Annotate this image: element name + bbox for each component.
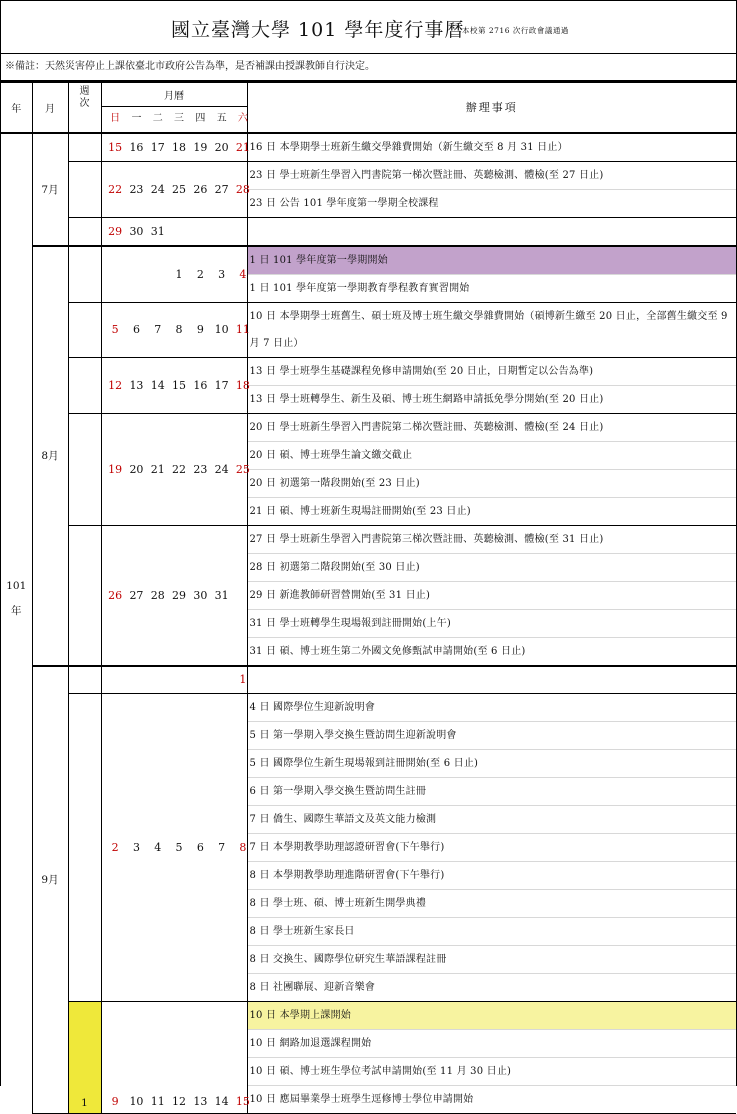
week-cell — [68, 693, 101, 1001]
event-item: 8 日 本學期教學助理進階研習會(下午舉行) — [248, 861, 737, 889]
event-item: 10 日 碩、博士班生學位考試申請開始(至 11 月 30 日止) — [248, 1057, 737, 1085]
event-item-highlight: 1 日 101 學年度第一學期開始 — [248, 247, 737, 274]
event-item — [248, 667, 737, 692]
events-cell — [247, 217, 736, 246]
week-cell-1: 1 — [68, 1001, 101, 1113]
title-bar — [1, 1, 736, 54]
weekday-thu: 四 — [195, 113, 206, 125]
event-item: 6 日 第一學期入學交換生暨訪問生註冊 — [248, 777, 737, 805]
event-item: 10 日 網路加退選課程開始 — [248, 1029, 737, 1057]
event-item: 29 日 新進教師研習營開始(至 31 日止) — [248, 581, 737, 609]
event-item: 31 日 碩、博士班生第二外國文免修甄試申請開始(至 6 日止) — [248, 637, 737, 665]
weekday-tue: 二 — [152, 113, 163, 125]
weekday-mon: 一 — [131, 113, 142, 125]
week-cell — [68, 525, 101, 666]
event-item: 20 日 學士班新生學習入門書院第二梯次暨註冊、英聽檢測、體檢(至 24 日止) — [249, 421, 604, 433]
week-cell — [68, 357, 101, 413]
event-item: 10 日 應屆畢業學士班學生逕修博士學位申請開始 — [248, 1085, 737, 1113]
week-days: 9 10 11 12 13 14 15 — [101, 1001, 247, 1113]
weekday-fri: 五 — [216, 113, 227, 125]
header-calendar: 月曆 — [101, 83, 247, 107]
week-days: 22 23 24 25 26 27 28 — [101, 161, 247, 217]
event-item: 8 日 學士班、碩、博士班新生開學典禮 — [248, 889, 737, 917]
year-number: 101 — [6, 579, 27, 592]
events-cell — [247, 357, 736, 413]
events-cell — [247, 133, 736, 162]
header-year: 年 — [1, 83, 32, 133]
events-cell — [247, 246, 736, 303]
event-item: 10 日 本學期學士班舊生、碩士班及博士班生繳交學雜費開始（碩博新生繳至 20 日止，全部舊生繳交至 9 月 7 日止） — [249, 310, 728, 349]
header-week: 週次 — [68, 83, 101, 133]
event-item: 20 日 初選第一階段開始(至 23 日止) — [248, 469, 737, 497]
event-item: 8 日 交換生、國際學位研究生華語課程註冊 — [248, 945, 737, 973]
header-events: 辦理事項 — [247, 83, 736, 133]
events-cell — [247, 693, 736, 1001]
week-cell — [68, 133, 101, 162]
event-item: 16 日 本學期學士班新生繳交學雜費開始（新生繳交至 8 月 31 日止） — [249, 141, 568, 153]
weekday-sun: 日 — [110, 113, 121, 125]
page-title: 國立臺灣大學 101 學年度行事曆 — [171, 19, 465, 41]
approval-note: 本校第 2716 次行政會議通過 — [462, 26, 569, 35]
month-aug: 8月 — [32, 246, 68, 666]
event-item-highlight: 10 日 本學期上課開始 — [248, 1002, 737, 1029]
event-item: 31 日 學士班轉學生現場報到註冊開始(上午) — [248, 609, 737, 637]
event-item: 1 日 101 學年度第一學期教育學程教育實習開始 — [248, 274, 737, 302]
header-month: 月 — [32, 83, 68, 133]
disaster-note: ※備註：天然災害停止上課依臺北市政府公告為準，是否補課由授課教師自行決定。 — [1, 54, 736, 82]
event-item: 27 日 學士班新生學習入門書院第三梯次暨註冊、英聽檢測、體檢(至 31 日止) — [249, 533, 604, 545]
event-item: 20 日 碩、博士班學生論文繳交截止 — [248, 441, 737, 469]
week-days: 19 20 21 22 23 24 25 — [101, 413, 247, 525]
event-item: 13 日 學士班學生基礎課程免修申請開始(至 20 日止，日期暫定以公告為準) — [249, 365, 594, 377]
week-days: 12 13 14 15 16 17 18 — [101, 357, 247, 413]
events-cell — [247, 161, 736, 217]
week-days: 2 3 4 5 6 7 8 — [101, 693, 247, 1001]
event-item: 5 日 第一學期入學交換生暨訪問生迎新說明會 — [248, 721, 737, 749]
event-item: 8 日 社團聯展、迎新音樂會 — [248, 973, 737, 1001]
event-item: 13 日 學士班轉學生、新生及碩、博士班生網路申請抵免學分開始(至 20 日止) — [248, 385, 737, 413]
header-weekdays — [101, 107, 247, 133]
weekday-sat: 六 — [237, 113, 248, 125]
week-cell — [68, 161, 101, 217]
weekday-wed: 三 — [174, 113, 185, 125]
events-cell — [247, 413, 736, 525]
week-days: 15 16 17 18 19 20 21 — [101, 133, 247, 162]
event-item: 5 日 國際學位生新生現場報到註冊開始(至 6 日止) — [248, 749, 737, 777]
week-days: 1 2 3 4 — [101, 246, 247, 303]
calendar-table — [1, 82, 736, 1114]
event-item — [248, 218, 737, 245]
event-item: 7 日 本學期教學助理認證研習會(下午舉行) — [248, 833, 737, 861]
week-days: 29 30 31 — [101, 217, 247, 246]
event-item: 21 日 碩、博士班新生現場註冊開始(至 23 日止) — [248, 497, 737, 525]
year-suffix: 年 — [11, 604, 22, 617]
week-cell — [68, 413, 101, 525]
week-days: 5 6 7 8 9 10 11 — [101, 302, 247, 357]
event-item: 7 日 僑生、國際生華語文及英文能力檢測 — [248, 805, 737, 833]
events-cell — [247, 525, 736, 666]
week-days: 1 — [101, 666, 247, 694]
event-item: 23 日 學士班新生學習入門書院第一梯次暨註冊、英聽檢測、體檢(至 27 日止) — [249, 169, 604, 181]
event-item: 8 日 學士班新生家長日 — [248, 917, 737, 945]
month-sep: 9月 — [32, 666, 68, 1114]
week-cell — [68, 246, 101, 303]
event-item: 28 日 初選第二階段開始(至 30 日止) — [248, 553, 737, 581]
event-item: 4 日 國際學位生迎新說明會 — [249, 701, 376, 713]
week-cell — [68, 217, 101, 246]
week-cell — [68, 666, 101, 694]
events-cell — [247, 666, 736, 694]
event-item: 23 日 公告 101 學年度第一學期全校課程 — [248, 189, 737, 217]
events-cell — [247, 1001, 736, 1113]
events-cell — [247, 302, 736, 357]
year-cell — [1, 133, 32, 1114]
week-days: 26 27 28 29 30 31 — [101, 525, 247, 666]
week-cell — [68, 302, 101, 357]
month-jul: 7月 — [32, 133, 68, 246]
